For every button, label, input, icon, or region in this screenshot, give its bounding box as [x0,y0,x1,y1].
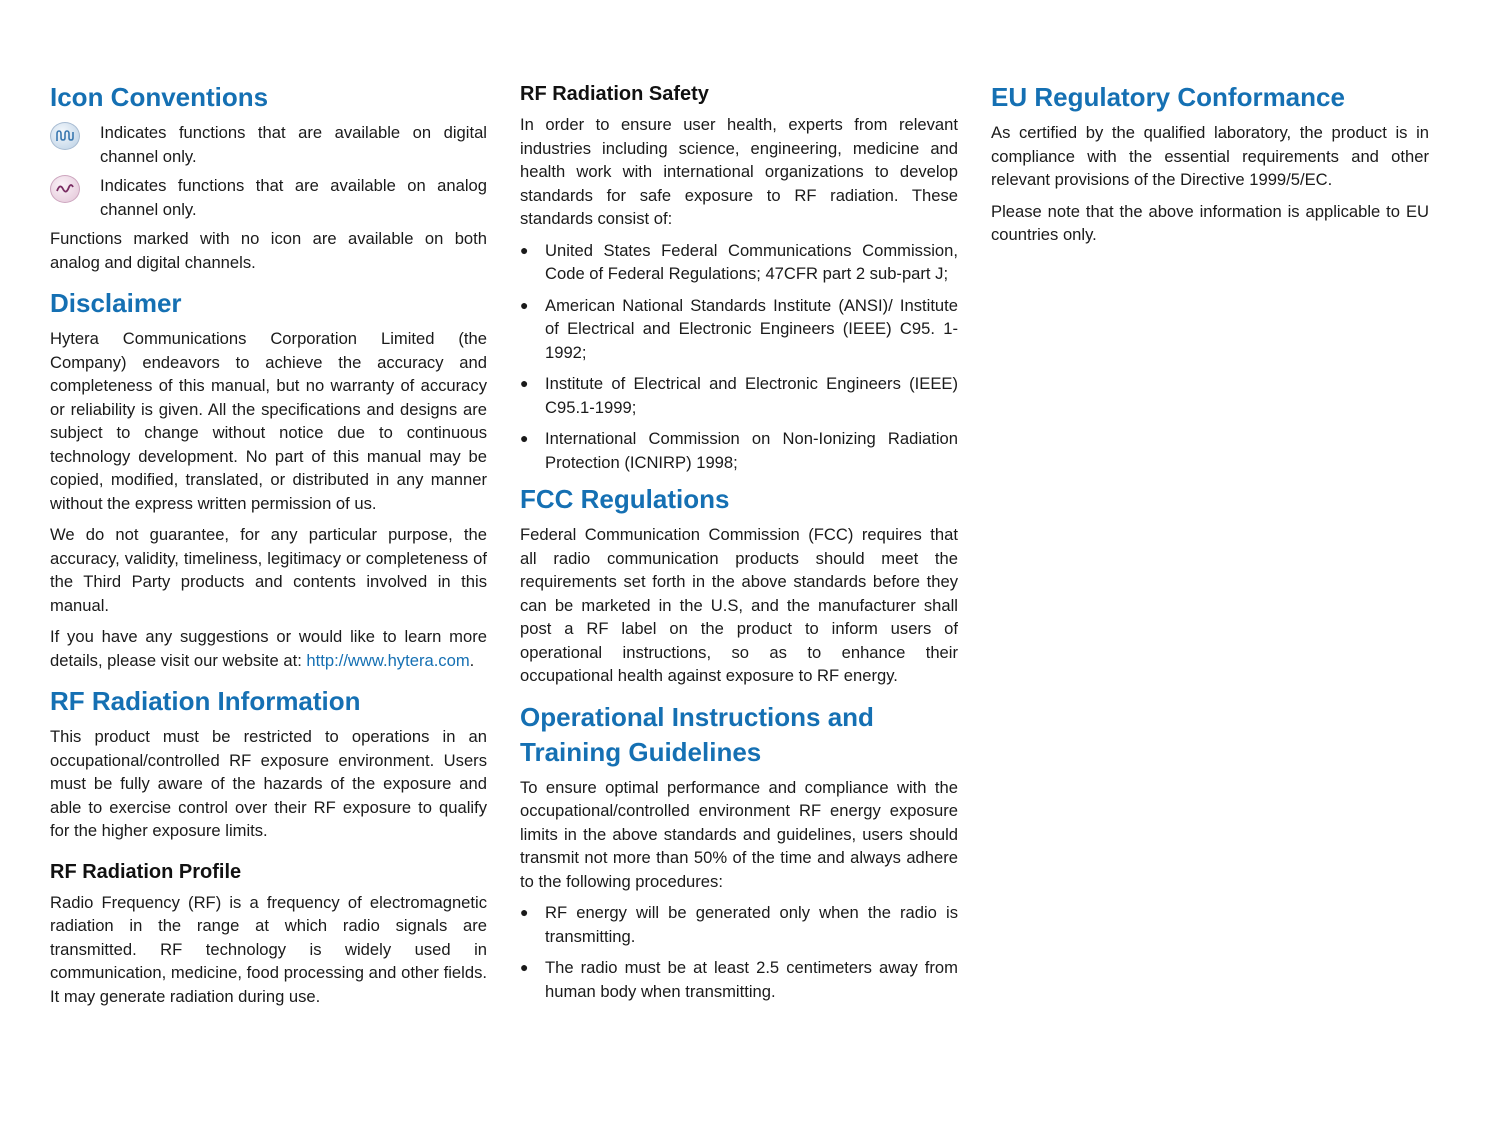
disclaimer-paragraph-1: Hytera Communications Corporation Limited (the Company) endeavors to achieve the accuracy and completeness of this manual, but no warranty of accuracy or reliability is given. All the specifications and designs are subject to change without notice due to continuous technology development. No part of this manual may be copied, modified, translated, or distributed in any manner without the express written permission of us. [50,329,487,513]
rf-safety-heading: RF Radiation Safety [520,83,709,105]
digital-channel-icon [50,122,80,150]
rf-safety-paragraph: In order to ensure user health, experts from relevant industries including science, engineering, medicine and health work with international organizations to develop standards for safe exposure to RF radiation. These standards consist of: [520,115,958,228]
list-item [520,427,958,474]
rf-profile-paragraph: Radio Frequency (RF) is a frequency of electromagnetic radiation in the range at which radio signals are transmitted. RF technology is widely used in communication, medicine, food processing and other fields. It may generate radiation during use. [50,892,487,1006]
column-left [50,80,487,1016]
operational-heading-line-1: Operational Instructions and [520,701,874,732]
eu-paragraph-1: As certified by the qualified laboratory, the product is in compliance with the essential requirements and other relevant provisions of the Directive 1999/5/EC. [991,123,1429,189]
list-item [520,294,958,365]
column-right [991,80,1429,255]
website-intro-text: If you have any suggestions or would like to learn more details, please visit our website at: [50,627,487,670]
disclaimer-paragraph-2: We do not guarantee, for any particular purpose, the accuracy, validity, timeliness, legitimacy or completeness of the Third Party products and contents involved in this manual. [50,525,487,615]
eu-paragraph-2: Please note that the above information is applicable to EU countries only. [991,201,1429,244]
operational-paragraph: To ensure optimal performance and compliance with the occupational/controlled environment RF energy exposure limits in the above standards and guidelines, users should transmit not more than 50% of the time and always adhere to the following procedures: [520,777,958,891]
list-item [520,239,958,286]
no-icon-note: Functions marked with no icon are available on both analog and digital channels. [50,229,487,272]
digital-convention-text: Indicates functions that are available on digital channel only. [100,123,487,166]
website-link[interactable]: http://www.hytera.com [306,650,470,670]
list-item-text: Institute of Electrical and Electronic Engineers (IEEE) C95.1-1999; [545,374,958,417]
list-item-text: The radio must be at least 2.5 centimeters away from human body when transmitting. [545,958,958,1001]
list-item [520,901,958,948]
website-period: . [469,650,475,670]
analog-convention-row [50,174,487,221]
icon-conventions-heading: Icon Conventions [50,82,269,112]
disclaimer-paragraph-3 [50,625,487,672]
fcc-paragraph: Federal Communication Commission (FCC) requires that all radio communication products should meet the requirements set forth in the above standards before they can be marketed in the U.S, and the manufacturer shall post a RF label on the product to inform users of operational instructions, so as to enhance their occupational health against exposure to RF energy. [520,525,958,685]
bullet-icon: ● [520,959,529,975]
rf-information-paragraph: This product must be restricted to operations in an occupational/controlled RF exposure environment. Users must be fully aware of the hazards of the exposure and able to exercise control over their RF exposure to qualify for the higher exposure limits. [50,727,487,840]
list-item-text: American National Standards Institute (ANSI)/ Institute of Electrical and Electronic Engineers (IEEE) C95. 1-1992; [545,295,958,362]
eu-heading: EU Regulatory Conformance [991,82,1345,112]
operational-heading-line-2: Training Guidelines [520,736,762,767]
list-item [520,956,958,1003]
analog-channel-icon [50,175,80,203]
column-middle [520,80,958,1011]
bullet-icon: ● [520,241,529,258]
bullet-icon: ● [520,375,529,391]
list-item [520,372,958,419]
list-item-text: RF energy will be generated only when the radio is transmitting. [545,903,958,946]
bullet-icon: ● [520,904,529,920]
bullet-icon: ● [520,296,529,313]
list-item-text: United States Federal Communications Commission, Code of Federal Regulations; 47CFR part 2 sub-part J; [545,240,958,283]
rf-profile-heading: RF Radiation Profile [50,860,242,883]
rf-standards-list [520,239,958,475]
bullet-icon: ● [520,430,529,446]
list-item-text: International Commission on Non-Ionizing Radiation Protection (ICNIRP) 1998; [545,429,958,472]
procedures-list [520,901,958,1003]
analog-convention-text: Indicates functions that are available on analog channel only. [100,176,487,219]
rf-information-heading: RF Radiation Information [50,686,361,716]
digital-convention-row [50,121,487,168]
operational-heading [520,700,958,770]
disclaimer-heading: Disclaimer [50,288,182,318]
fcc-heading: FCC Regulations [520,484,730,514]
